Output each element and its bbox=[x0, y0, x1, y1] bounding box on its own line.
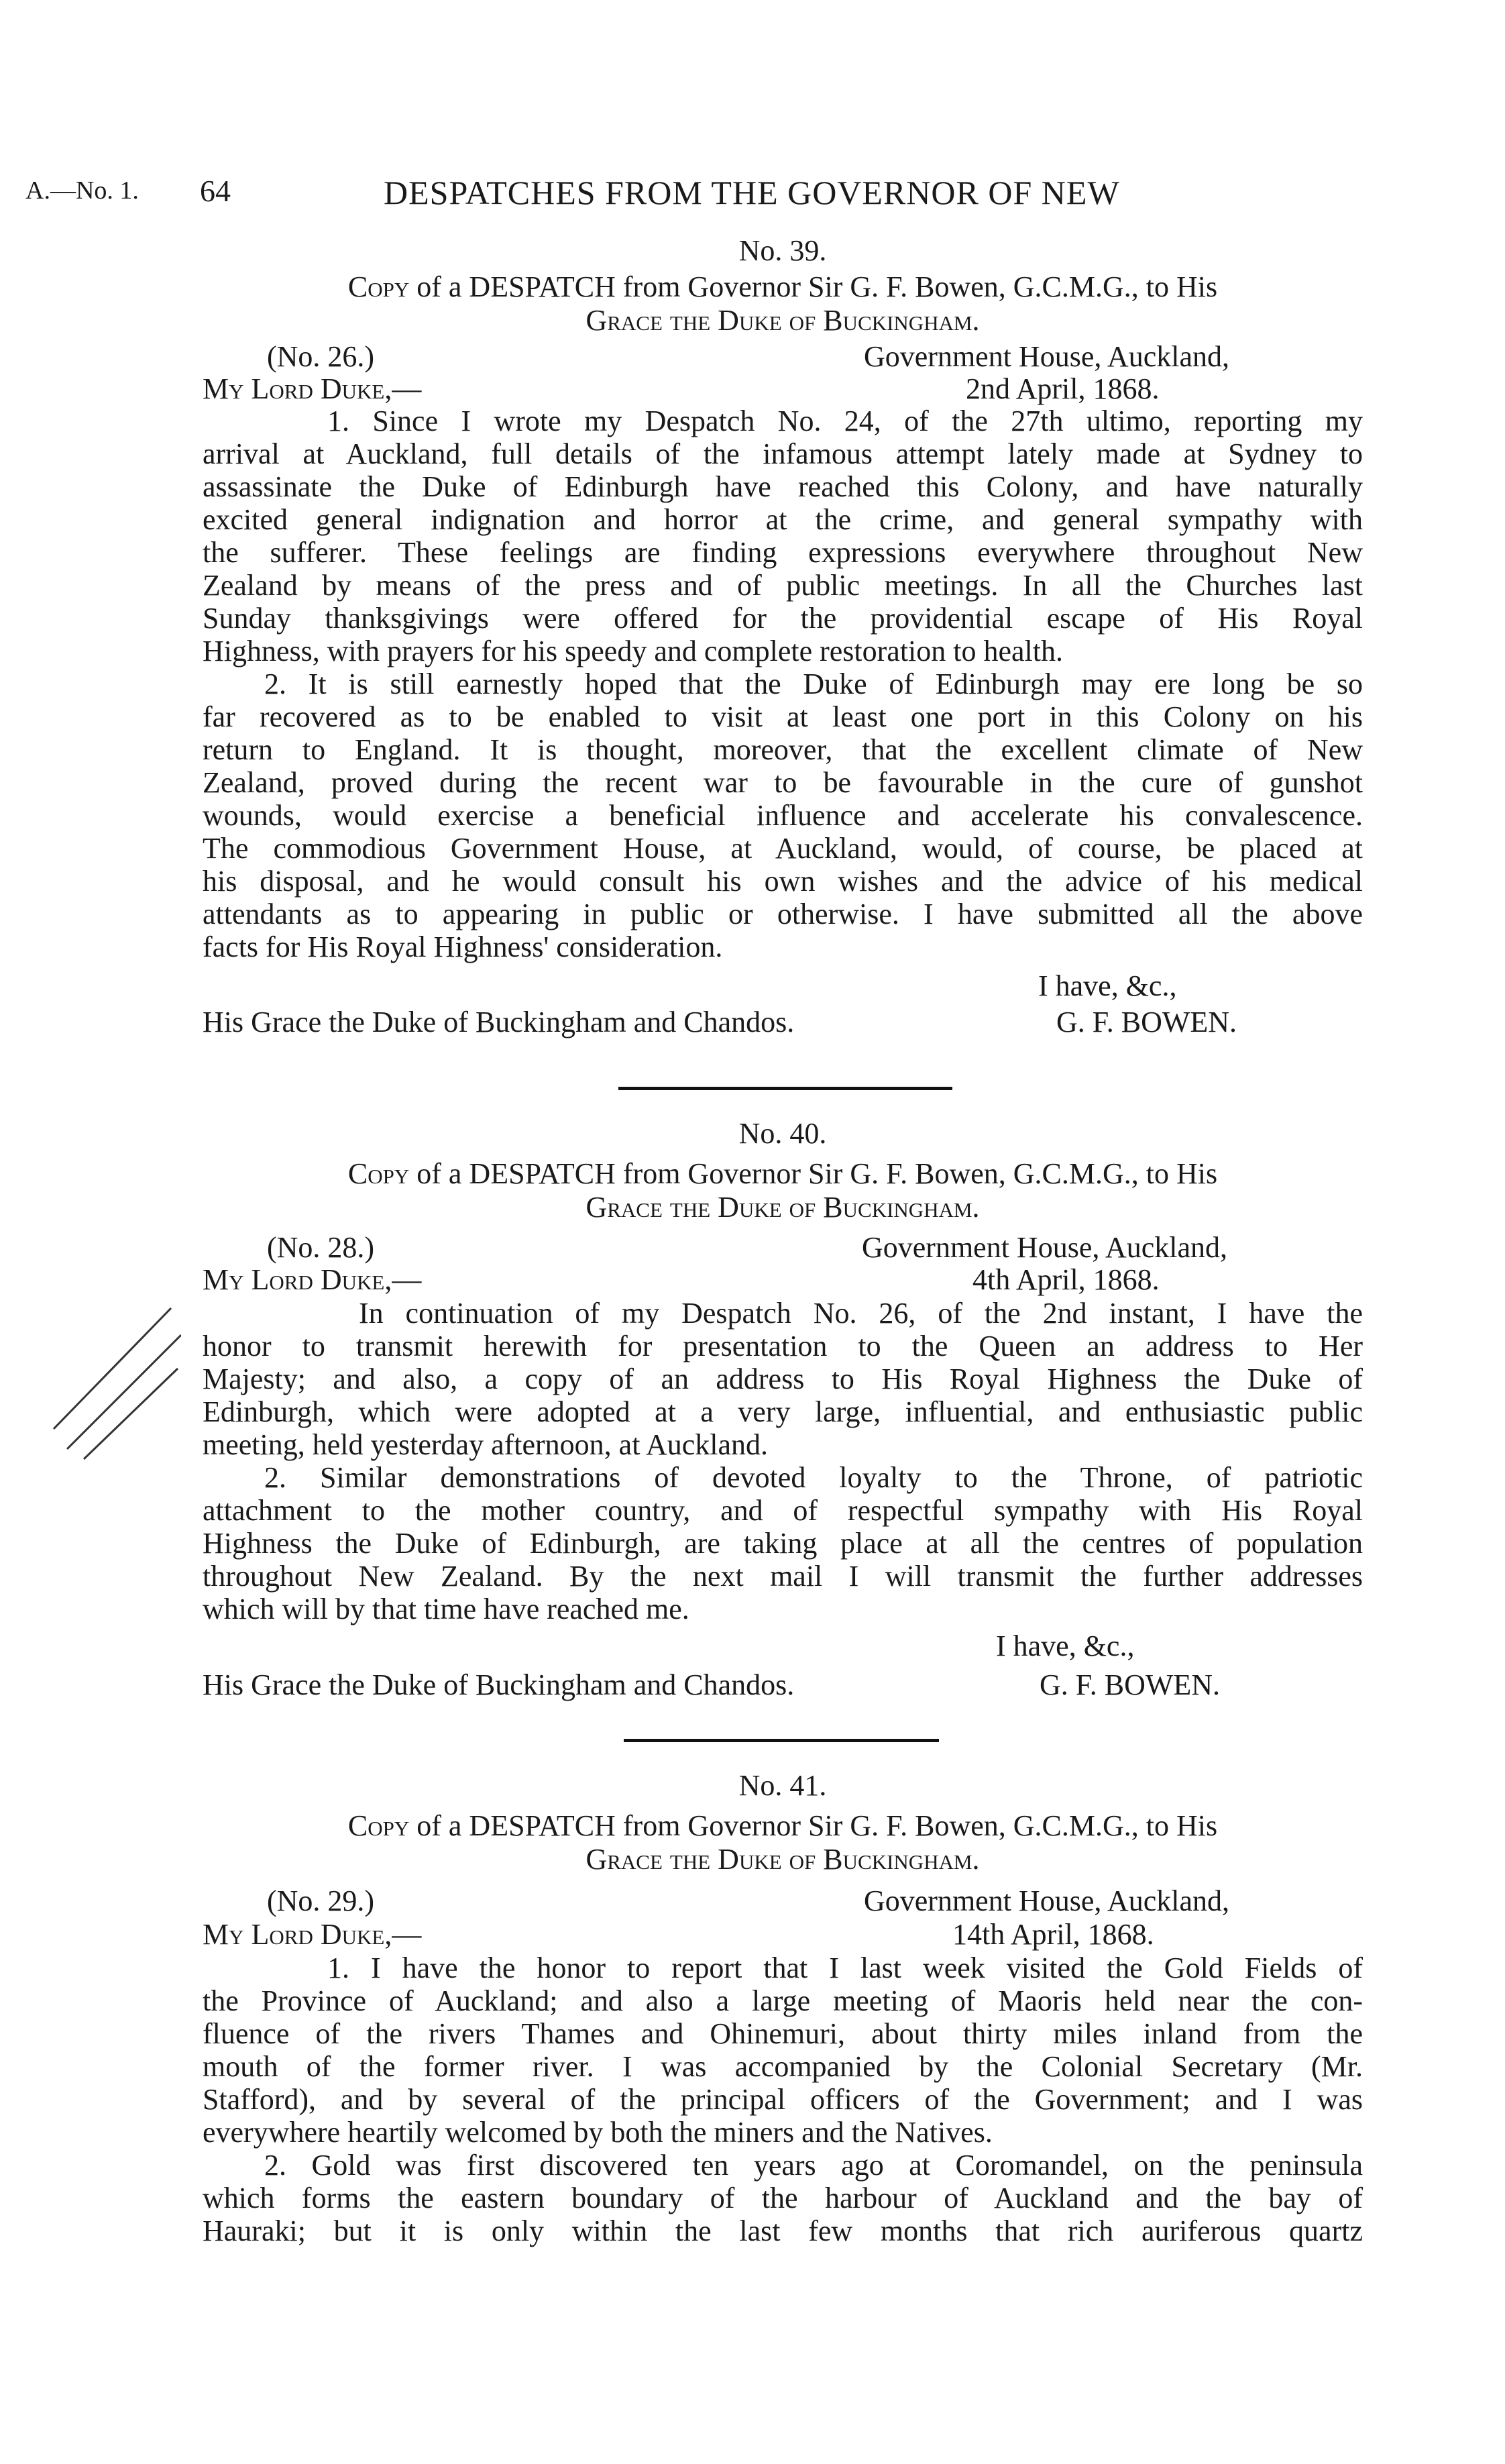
body-line: return to England. It is thought, moreover, that the excellent climate of New bbox=[203, 733, 1363, 766]
despatch-title-line2: Grace the Duke of Buckingham. bbox=[586, 304, 980, 337]
title-line: of a DESPATCH from Governor Sir G. F. Bowen, G.C.M.G., to His bbox=[416, 1809, 1218, 1842]
despatch-title bbox=[203, 1159, 1363, 1189]
body-line: attendants as to appearing in public or otherwise. I have submitted all the above bbox=[203, 898, 1363, 930]
body-line: 1. I have the honor to report that I last week visited the Gold Fields of bbox=[327, 1951, 1363, 1984]
body-line: which forms the eastern boundary of the harbour of Auckland and the bay of bbox=[203, 2182, 1363, 2214]
body-line: excited general indignation and horror at the crime, and general sympathy with bbox=[203, 503, 1363, 536]
body-line: Highness the Duke of Edinburgh, are taking place at all the centres of population bbox=[203, 1527, 1363, 1560]
despatch-title bbox=[203, 1811, 1363, 1841]
body-line: Sunday thanksgivings were offered for the providential escape of His Royal bbox=[203, 602, 1363, 635]
body-line: The commodious Government House, at Auckland, would, of course, be placed at bbox=[203, 832, 1363, 865]
title-prefix: Copy bbox=[347, 1809, 410, 1842]
despatch-number: No. 40. bbox=[738, 1117, 827, 1150]
salutation: My Lord Duke,— bbox=[203, 372, 422, 405]
body-line: Zealand by means of the press and of public meetings. In all the Churches last bbox=[203, 569, 1363, 602]
despatch-date: 4th April, 1868. bbox=[972, 1263, 1160, 1296]
despatch-title bbox=[203, 272, 1363, 302]
body-line: which will by that time have reached me. bbox=[203, 1593, 689, 1625]
despatch-date: 14th April, 1868. bbox=[952, 1918, 1154, 1951]
body-line: the sufferer. These feelings are finding expressions everywhere throughout New bbox=[203, 536, 1363, 569]
addressee: His Grace the Duke of Buckingham and Chandos. bbox=[203, 1668, 795, 1701]
body-line: Zealand, proved during the recent war to be favourable in the cure of gunshot bbox=[203, 766, 1363, 799]
despatch-place: Government House, Auckland, bbox=[864, 1884, 1229, 1917]
body-line: Hauraki; but it is only within the last few months that rich auriferous quartz bbox=[203, 2214, 1363, 2247]
body-line: 2. Similar demonstrations of devoted loyalty to the Throne, of patriotic bbox=[264, 1461, 1363, 1494]
addressee: His Grace the Duke of Buckingham and Chandos. bbox=[203, 1006, 795, 1038]
closing: I have, &c., bbox=[996, 1629, 1135, 1662]
body-line: Edinburgh, which were adopted at a very large, influential, and enthusiastic public bbox=[203, 1395, 1363, 1428]
body-line: attachment to the mother country, and of respectful sympathy with His Royal bbox=[203, 1494, 1363, 1527]
body-line: assassinate the Duke of Edinburgh have reached this Colony, and have naturally bbox=[203, 470, 1363, 503]
despatch-ref: (No. 29.) bbox=[267, 1884, 375, 1917]
title-prefix: Copy bbox=[347, 1157, 410, 1190]
despatch-number: No. 41. bbox=[738, 1769, 827, 1802]
despatch-place: Government House, Auckland, bbox=[862, 1231, 1227, 1264]
body-line: 2. Gold was first discovered ten years ago at Coromandel, on the peninsula bbox=[264, 2149, 1363, 2182]
section-divider bbox=[618, 1087, 952, 1090]
body-line: fluence of the rivers Thames and Ohinemuri, about thirty miles inland from the bbox=[203, 2017, 1363, 2050]
body-line: In continuation of my Despatch No. 26, of the 2nd instant, I have the bbox=[359, 1297, 1363, 1330]
signature: G. F. BOWEN. bbox=[1040, 1668, 1221, 1701]
despatch-place: Government House, Auckland, bbox=[864, 340, 1229, 373]
despatch-number: No. 39. bbox=[738, 234, 827, 267]
despatch-ref: (No. 28.) bbox=[267, 1231, 375, 1264]
running-head: DESPATCHES FROM THE GOVERNOR OF NEW bbox=[384, 174, 1120, 211]
body-line: the Province of Auckland; and also a large meeting of Maoris held near the con- bbox=[203, 1984, 1363, 2017]
title-line: of a DESPATCH from Governor Sir G. F. Bowen, G.C.M.G., to His bbox=[416, 270, 1218, 303]
salutation: My Lord Duke,— bbox=[203, 1263, 422, 1296]
closing: I have, &c., bbox=[1038, 969, 1177, 1002]
despatch-ref: (No. 26.) bbox=[267, 340, 375, 373]
title-line: of a DESPATCH from Governor Sir G. F. Bowen, G.C.M.G., to His bbox=[416, 1157, 1218, 1190]
body-line: Highness, with prayers for his speedy and complete restoration to health. bbox=[203, 635, 1064, 667]
margin-hatch-marks bbox=[47, 1295, 181, 1462]
signature: G. F. BOWEN. bbox=[1056, 1006, 1237, 1038]
body-line: everywhere heartily welcomed by both the miners and the Natives. bbox=[203, 2116, 993, 2149]
despatch-date: 2nd April, 1868. bbox=[966, 372, 1160, 405]
document-reference: A.—No. 1. bbox=[25, 176, 139, 205]
salutation: My Lord Duke,— bbox=[203, 1918, 422, 1951]
body-line: wounds, would exercise a beneficial influence and accelerate his convalescence. bbox=[203, 799, 1363, 832]
despatch-title-line2: Grace the Duke of Buckingham. bbox=[586, 1843, 980, 1876]
despatch-title-line2: Grace the Duke of Buckingham. bbox=[586, 1191, 980, 1224]
body-line: Majesty; and also, a copy of an address to His Royal Highness the Duke of bbox=[203, 1362, 1363, 1395]
body-line: honor to transmit herewith for presentation to the Queen an address to Her bbox=[203, 1330, 1363, 1362]
title-prefix: Copy bbox=[347, 270, 410, 303]
body-line: arrival at Auckland, full details of the infamous attempt lately made at Sydney to bbox=[203, 437, 1363, 470]
body-line: mouth of the former river. I was accompanied by the Colonial Secretary (Mr. bbox=[203, 2050, 1363, 2083]
body-line: facts for His Royal Highness' consideration. bbox=[203, 930, 723, 963]
body-line: Stafford), and by several of the principal officers of the Government; and I was bbox=[203, 2083, 1363, 2116]
body-line: far recovered as to be enabled to visit at least one port in this Colony on his bbox=[203, 700, 1363, 733]
body-line: 2. It is still earnestly hoped that the Duke of Edinburgh may ere long be so bbox=[264, 667, 1363, 700]
body-line: 1. Since I wrote my Despatch No. 24, of the 27th ultimo, reporting my bbox=[327, 405, 1363, 437]
body-line: meeting, held yesterday afternoon, at Auckland. bbox=[203, 1428, 769, 1461]
body-line: his disposal, and he would consult his own wishes and the advice of his medical bbox=[203, 865, 1363, 898]
body-line: throughout New Zealand. By the next mail I will transmit the further addresses bbox=[203, 1560, 1363, 1593]
page-number: 64 bbox=[200, 174, 231, 208]
section-divider bbox=[624, 1739, 939, 1742]
